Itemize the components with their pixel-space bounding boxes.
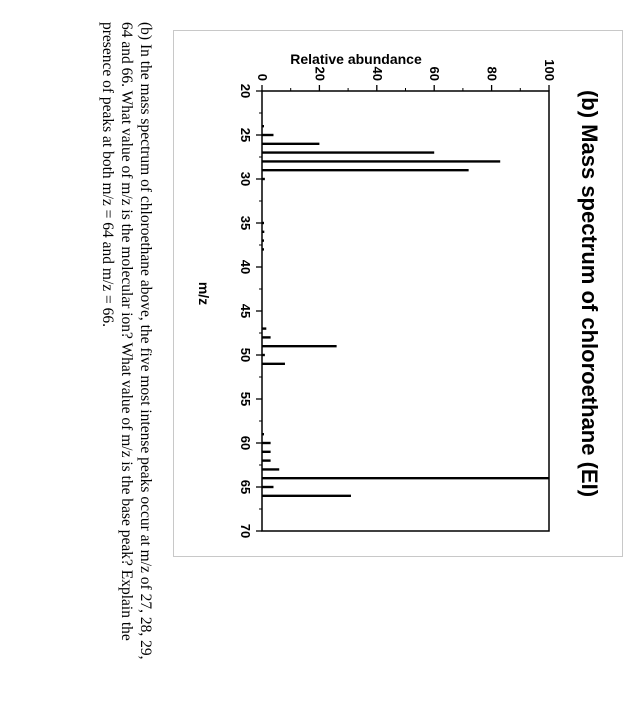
plot-frame xyxy=(262,91,549,531)
x-tick-label: 40 xyxy=(238,259,253,275)
x-tick-label: 70 xyxy=(238,523,253,539)
y-tick-label: 60 xyxy=(427,66,443,81)
x-axis-label: m/z xyxy=(196,281,212,306)
x-tick-label: 55 xyxy=(238,391,253,407)
y-tick-label: 20 xyxy=(312,66,328,81)
x-tick-label: 50 xyxy=(238,347,253,363)
y-tick-label: 80 xyxy=(484,66,500,81)
x-tick-label: 20 xyxy=(238,83,253,99)
x-tick-label: 25 xyxy=(238,127,253,143)
question-text: (b) In the mass spectrum of chloroethane above, the five most intense peaks occur at m/z of 27, 28, 29, 64 and 66. What value of m/z is the molecular ion? What value of m/z is the base peak? Explain the presence of peaks at both m/z = 64 and m/z = 66. xyxy=(99,22,154,660)
x-tick-label: 60 xyxy=(238,435,253,451)
y-axis-label: Relative abundance xyxy=(290,51,422,67)
chart-title: (b) Mass spectrum of chloroethane (EI) xyxy=(577,89,602,498)
mass-spectrum-plot xyxy=(174,31,622,556)
chart-frame xyxy=(173,30,623,557)
y-tick-label: 100 xyxy=(542,59,557,81)
x-tick-label: 65 xyxy=(238,479,253,495)
x-tick-label: 35 xyxy=(238,215,253,231)
x-tick-label: 45 xyxy=(238,303,253,319)
y-tick-label: 40 xyxy=(369,66,385,81)
x-tick-label: 30 xyxy=(238,171,253,187)
y-tick-label: 0 xyxy=(255,73,270,81)
